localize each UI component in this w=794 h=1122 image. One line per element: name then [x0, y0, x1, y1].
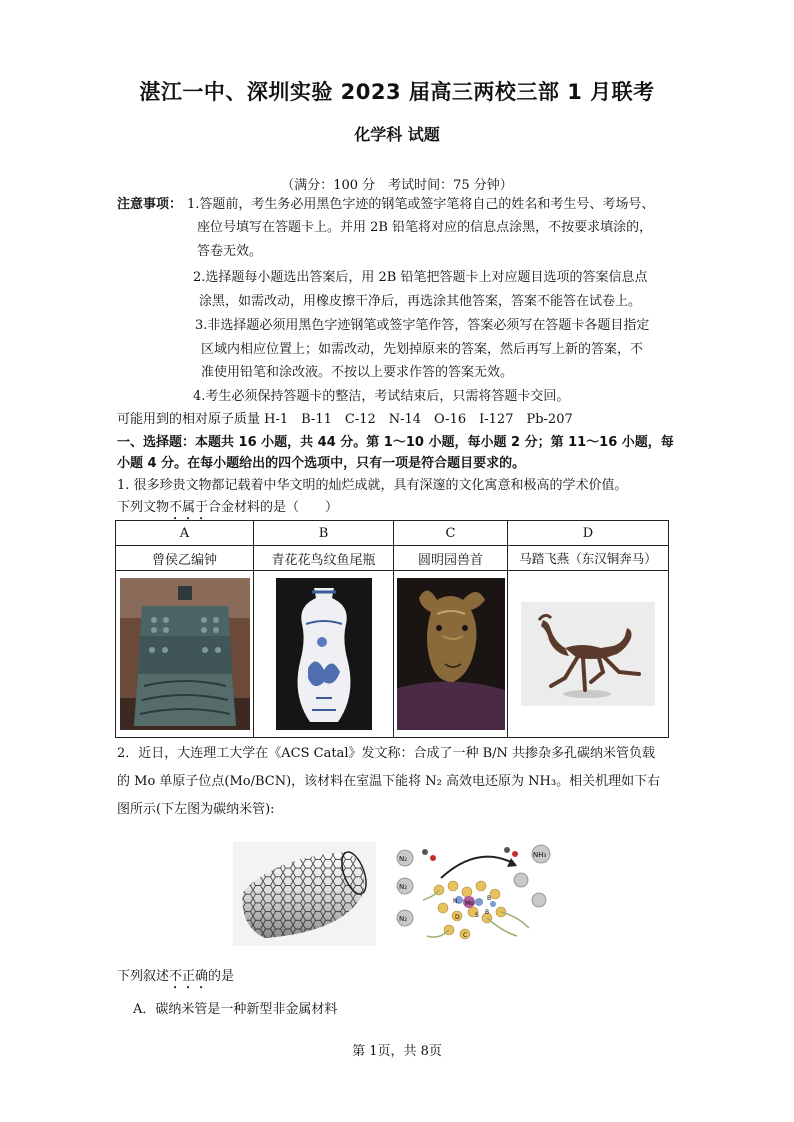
section-1-heading-line-1: 一、选择题：本题共 16 小题，共 44 分。第 1～10 小题，每小题 2 分；第 11～16 小题，每 — [117, 435, 674, 450]
question-2-line-3: 图所示(下左图为碳纳米管): — [117, 802, 275, 817]
note-3-line-3: 准使用铅笔和涂改液。不按以上要求作答的答案无效。 — [201, 365, 514, 380]
option-c-name: 圆明园兽首 — [394, 546, 508, 571]
question-2-stem — [117, 968, 234, 992]
porcelain-vase-image — [276, 578, 372, 730]
bronze-animal-head-image — [397, 578, 505, 730]
question-1-stem-post: 合金材料的是（ ） — [208, 500, 339, 515]
label-b-right: B — [487, 895, 492, 902]
option-b-name: 青花花鸟纹鱼尾瓶 — [254, 546, 394, 571]
option-b-image-cell — [254, 571, 394, 738]
option-d-letter: D — [508, 521, 669, 546]
page-footer: 第 1页，共 8页 — [352, 1044, 442, 1059]
option-a-letter: A — [116, 521, 254, 546]
label-b-lower: B — [485, 909, 490, 916]
exam-title: 湛江一中、深圳实验 2023 届高三两校三部 1 月联考 — [139, 80, 655, 104]
option-b-letter: B — [254, 521, 394, 546]
note-3-line-2: 区域内相应位置上；如需改动，先划掉原来的答案，然后再写上新的答案，不 — [201, 342, 644, 357]
atomic-masses: 可能用到的相对原子质量 H-1 B-11 C-12 N-14 O-16 I-127 Pb-207 — [117, 412, 573, 427]
question-2-line-2: 的 Mo 单原子位点(Mo/BCN)，该材料在室温下能将 N₂ 高效电还原为 NH₃。相关机理如下右 — [117, 774, 661, 789]
mechanism-diagram — [383, 836, 563, 948]
question-1-line-1: 1. 很多珍贵文物都记载着中华文明的灿烂成就，具有深邃的文化寓意和极高的学术价值。 — [117, 478, 628, 493]
label-nh3: NH₃ — [533, 851, 547, 859]
option-a-image-cell — [116, 571, 254, 738]
option-d-name: 马踏飞燕（东汉铜奔马） — [508, 546, 669, 571]
note-2-line-1: 2.选择题每小题选出答案后，用 2B 铅笔把答题卡上对应题目选项的答案信息点 — [193, 270, 648, 285]
question-2-stem-post: 的是 — [208, 969, 235, 984]
label-c: C — [463, 932, 468, 939]
question-2-emphasis: 不正确 — [169, 969, 209, 984]
note-1-line-3: 答卷无效。 — [197, 244, 263, 259]
option-c-image-cell — [394, 571, 508, 738]
label-n2-bottom: N₂ — [399, 915, 408, 923]
note-3-line-1: 3.非选择题必须用黑色字迹钢笔或签字笔作答，答案必须写在答题卡各题目指定 — [195, 318, 650, 333]
label-n2-top: N₂ — [399, 855, 408, 863]
question-1-emphasis: 不属于 — [169, 500, 209, 515]
option-c-letter: C — [394, 521, 508, 546]
question-1-stem-pre: 下列文物 — [117, 500, 170, 515]
label-n: N — [453, 898, 458, 905]
label-s: S — [475, 912, 479, 919]
question-2-line-1: 2．近日，大连理工大学在《ACS Catal》发文称：合成了一种 B/N 共掺杂多孔碳纳米管负载 — [117, 746, 656, 761]
label-mo: Mo — [465, 900, 474, 907]
notes-label: 注意事项： — [117, 197, 183, 212]
note-4: 4.考生必须保持答题卡的整洁，考试结束后，只需将答题卡交回。 — [193, 389, 570, 404]
option-d-image-cell — [508, 571, 669, 738]
question-2-option-a: A．碳纳米管是一种新型非金属材料 — [133, 1002, 338, 1017]
label-d: D — [455, 914, 460, 921]
note-2-line-2: 涂黑，如需改动，用橡皮擦干净后，再选涂其他答案，答案不能答在试卷上。 — [199, 294, 642, 309]
option-a-name: 曾侯乙编钟 — [116, 546, 254, 571]
exam-subject: 化学科 试题 — [354, 125, 440, 144]
bronze-bell-image — [120, 578, 250, 730]
bronze-horse-image — [521, 602, 655, 706]
note-1-line-2: 座位号填写在答题卡上。并用 2B 铅笔将对应的信息点涂黑，不按要求填涂的， — [197, 220, 653, 235]
score-and-time: （满分：100 分 考试时间：75 分钟） — [281, 178, 513, 193]
section-1-heading-line-2: 小题 4 分。在每小题给出的四个选项中，只有一项是符合题目要求的。 — [117, 456, 526, 471]
note-1-line-1: 1.答题前，考生务必用黑色字迹的钢笔或签字笔将自己的姓名和考生号、考场号、 — [187, 197, 655, 212]
question-2-stem-pre: 下列叙述 — [117, 969, 170, 984]
artifact-table — [115, 520, 669, 738]
carbon-nanotube-image — [233, 842, 376, 946]
label-n2-mid: N₂ — [399, 883, 408, 891]
